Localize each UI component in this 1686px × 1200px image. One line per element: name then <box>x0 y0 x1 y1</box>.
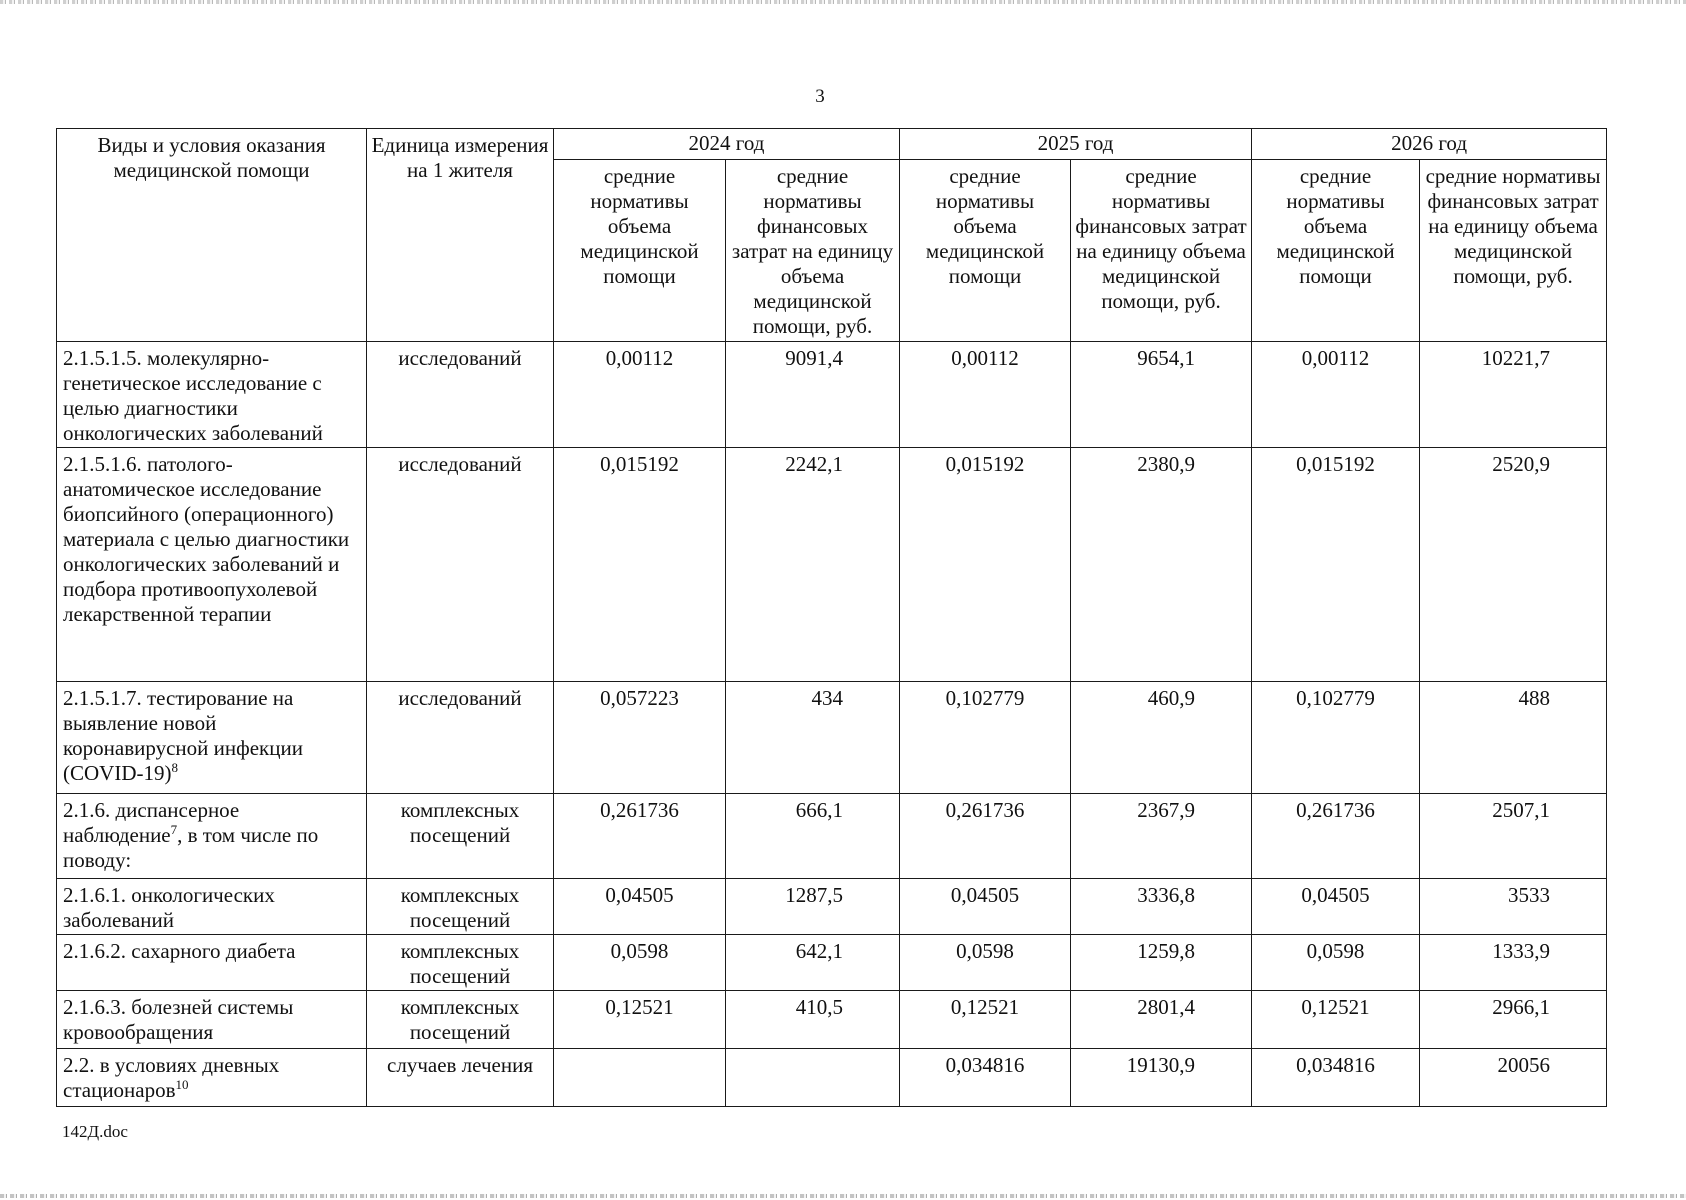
row-name-text: 2.1.6.1. онкологических заболеваний <box>63 883 275 932</box>
cost-2025: 9654,1 <box>1071 342 1252 448</box>
footnote-ref: 10 <box>175 1077 189 1092</box>
cost-2026: 2520,9 <box>1420 448 1607 682</box>
cost-2025: 3336,8 <box>1071 879 1252 935</box>
cost-2025: 2380,9 <box>1071 448 1252 682</box>
footnote-ref: 8 <box>171 760 178 775</box>
row-unit: комплексных посещений <box>367 991 554 1049</box>
volume-2026: 0,015192 <box>1252 448 1420 682</box>
cost-2024: 2242,1 <box>726 448 900 682</box>
row-unit: исследований <box>367 682 554 794</box>
page-number: 3 <box>815 86 825 107</box>
volume-2025: 0,261736 <box>900 794 1071 879</box>
row-name-text: 2.2. в условиях дневных стационаров <box>63 1053 280 1102</box>
row-unit: исследований <box>367 342 554 448</box>
volume-2025: 0,102779 <box>900 682 1071 794</box>
cost-2024: 410,5 <box>726 991 900 1049</box>
header-row-years <box>57 129 1607 160</box>
header-unit: Единица измерения на 1 жителя <box>367 129 554 342</box>
volume-2025: 0,0598 <box>900 935 1071 991</box>
header-year-2026: 2026 год <box>1252 129 1607 160</box>
norms-table <box>56 128 1607 1107</box>
cost-2026: 3533 <box>1420 879 1607 935</box>
cost-2026: 2507,1 <box>1420 794 1607 879</box>
volume-2026: 0,102779 <box>1252 682 1420 794</box>
cost-2024: 666,1 <box>726 794 900 879</box>
cost-2026: 1333,9 <box>1420 935 1607 991</box>
header-cost-2025: средние нормативы финансовых затрат на единицу объема медицинской помощи, руб. <box>1071 160 1252 342</box>
row-name <box>57 682 367 794</box>
volume-2024: 0,261736 <box>554 794 726 879</box>
volume-2026: 0,261736 <box>1252 794 1420 879</box>
header-volume-2024: средние нормативы объема медицинской помощи <box>554 160 726 342</box>
volume-2025: 0,00112 <box>900 342 1071 448</box>
cost-2026: 20056 <box>1420 1049 1607 1107</box>
table-body <box>57 342 1607 1107</box>
cost-2025: 2801,4 <box>1071 991 1252 1049</box>
row-unit: комплексных посещений <box>367 794 554 879</box>
cost-2026: 10221,7 <box>1420 342 1607 448</box>
volume-2024: 0,12521 <box>554 991 726 1049</box>
volume-2025: 0,015192 <box>900 448 1071 682</box>
volume-2025: 0,034816 <box>900 1049 1071 1107</box>
row-name-text: 2.1.5.1.7. тестирование на выявление новой коронавирусной инфекции (COVID-19) <box>63 686 303 785</box>
row-name <box>57 1049 367 1107</box>
cost-2024: 642,1 <box>726 935 900 991</box>
footer-filename: 142Д.doc <box>62 1122 128 1141</box>
volume-2024: 0,00112 <box>554 342 726 448</box>
table-row <box>57 1049 1607 1107</box>
volume-2024: 0,0598 <box>554 935 726 991</box>
row-unit: случаев лечения <box>367 1049 554 1107</box>
table-row <box>57 682 1607 794</box>
header-type: Виды и условия оказания медицинской помощи <box>57 129 367 342</box>
volume-2024 <box>554 1049 726 1107</box>
row-name <box>57 342 367 448</box>
row-unit: исследований <box>367 448 554 682</box>
volume-2026: 0,034816 <box>1252 1049 1420 1107</box>
row-name <box>57 935 367 991</box>
volume-2025: 0,04505 <box>900 879 1071 935</box>
row-unit: комплексных посещений <box>367 935 554 991</box>
scan-edge-bottom <box>0 1194 1686 1198</box>
cost-2026: 488 <box>1420 682 1607 794</box>
table-row <box>57 991 1607 1049</box>
footnote-ref: 7 <box>170 822 178 837</box>
row-name-text: 2.1.6.2. сахарного диабета <box>63 939 296 963</box>
cost-2025: 1259,8 <box>1071 935 1252 991</box>
row-name <box>57 991 367 1049</box>
volume-2026: 0,04505 <box>1252 879 1420 935</box>
cost-2024: 1287,5 <box>726 879 900 935</box>
cost-2025: 460,9 <box>1071 682 1252 794</box>
cost-2025: 2367,9 <box>1071 794 1252 879</box>
table-row <box>57 342 1607 448</box>
table-row <box>57 935 1607 991</box>
row-name-tail: , в том числе по поводу: <box>63 823 319 872</box>
volume-2026: 0,0598 <box>1252 935 1420 991</box>
header-volume-2025: средние нормативы объема медицинской помощи <box>900 160 1071 342</box>
row-name-text: 2.1.6. диспансерное наблюдение <box>63 798 240 847</box>
header-volume-2026: средние нормативы объема медицинской помощи <box>1252 160 1420 342</box>
volume-2026: 0,00112 <box>1252 342 1420 448</box>
row-name <box>57 794 367 879</box>
cost-2024: 9091,4 <box>726 342 900 448</box>
row-name-text: 2.1.5.1.6. патолого-анатомическое исследование биопсийного (операционного) материала с целью диагностики онкологических заболеваний и подбора противоопухолевой лекарственной терапии <box>63 452 350 626</box>
table-row <box>57 879 1607 935</box>
volume-2024: 0,04505 <box>554 879 726 935</box>
header-cost-2026: средние нормативы финансовых затрат на единицу объема медицинской помощи, руб. <box>1420 160 1607 342</box>
volume-2024: 0,015192 <box>554 448 726 682</box>
scan-edge-top <box>0 0 1686 4</box>
cost-2026: 2966,1 <box>1420 991 1607 1049</box>
volume-2024: 0,057223 <box>554 682 726 794</box>
volume-2026: 0,12521 <box>1252 991 1420 1049</box>
row-name <box>57 879 367 935</box>
table-row <box>57 448 1607 682</box>
row-name-text: 2.1.5.1.5. молекулярно-генетическое исследование с целью диагностики онкологических заболеваний <box>63 346 323 445</box>
row-name <box>57 448 367 682</box>
cost-2025: 19130,9 <box>1071 1049 1252 1107</box>
cost-2024: 434 <box>726 682 900 794</box>
row-unit: комплексных посещений <box>367 879 554 935</box>
header-cost-2024: средние нормативы финансовых затрат на единицу объема медицинской помощи, руб. <box>726 160 900 342</box>
volume-2025: 0,12521 <box>900 991 1071 1049</box>
row-name-text: 2.1.6.3. болезней системы кровообращения <box>63 995 294 1044</box>
header-year-2024: 2024 год <box>554 129 900 160</box>
header-year-2025: 2025 год <box>900 129 1252 160</box>
cost-2024 <box>726 1049 900 1107</box>
table-row <box>57 794 1607 879</box>
